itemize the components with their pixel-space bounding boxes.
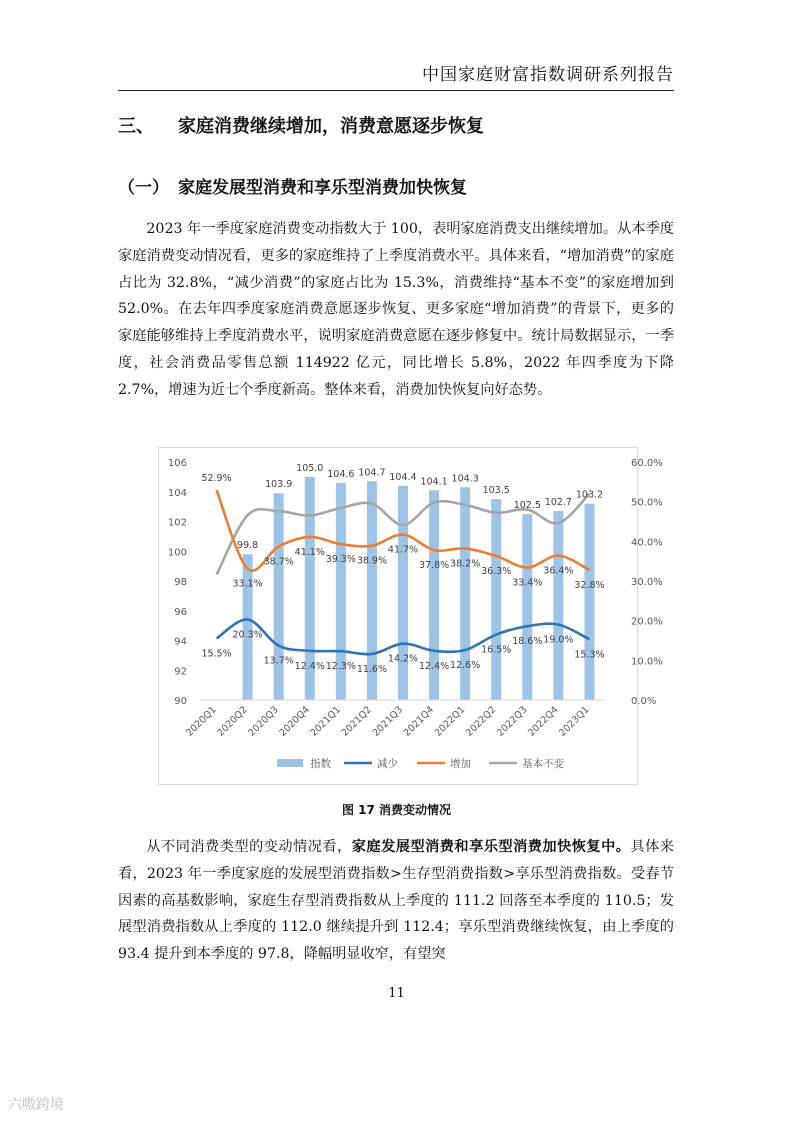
right-axis-tick-label: 30.0%	[631, 577, 663, 588]
paragraph-consumption-types	[118, 834, 674, 968]
increase-data-label: 32.8%	[574, 579, 605, 591]
bar-data-label: 103.9	[265, 479, 293, 491]
bar-data-label: 104.1	[420, 476, 448, 488]
left-axis-tick-label: 106	[167, 458, 187, 469]
decrease-data-label: 15.5%	[201, 648, 232, 660]
bar-data-label: 99.8	[237, 540, 259, 552]
bar-index	[398, 486, 408, 700]
decrease-data-label: 19.0%	[543, 634, 574, 646]
increase-data-label: 41.1%	[294, 546, 325, 558]
category-tick-label: 2022Q1	[432, 704, 468, 739]
subsection-title: 家庭发展型消费和享乐型消费加快恢复	[178, 178, 467, 198]
bar-index	[491, 499, 501, 700]
left-axis-tick-label: 96	[174, 606, 187, 618]
right-axis-tick-label: 20.0%	[631, 616, 663, 628]
paragraph2-rest: 具体来看，2023 年一季度家庭的发展型消费指数>生存型消费指数>享乐型消费指数。受春节因素的高基数影响，家庭生存型消费指数从上季度的 111.2 回落至本季度的 110.5；发展型消费指数从上季度的 112.0 继续提升到 112.4；享乐型消费继续恢复，由上季度的 93.4 提升到本季度的 97.8，降幅明显收窄，有望突	[118, 839, 674, 963]
category-tick-label: 2020Q4	[277, 704, 312, 739]
bar-data-label: 102.7	[544, 497, 572, 509]
report-header	[118, 58, 674, 91]
chart-svg	[159, 448, 663, 784]
legend-swatch-bar	[277, 759, 303, 767]
left-axis-tick-label: 102	[167, 517, 187, 529]
bar-data-label: 103.5	[482, 485, 510, 497]
category-tick-label: 2021Q4	[401, 704, 437, 739]
section-title: 家庭消费继续增加，消费意愿逐步恢复	[178, 116, 484, 137]
category-tick-label: 2021Q2	[339, 704, 375, 739]
right-axis-tick-label: 40.0%	[631, 537, 663, 549]
bar-data-label: 104.4	[389, 471, 417, 483]
increase-data-label: 38.2%	[450, 558, 481, 570]
section-heading	[118, 112, 484, 138]
paragraph-consumption-index: 2023 年一季度家庭消费变动指数大于 100，表明家庭消费支出继续增加。从本季度家庭消费变动情况看，更多的家庭维持了上季度消费水平。具体来看，“增加消费”的家庭占比为 32.8%，“减少消费”的家庭占比为 15.3%，消费维持“基本不变”的家庭增加到 52.0%。在去年四季度家庭消费意愿逐步恢复、更多家庭“增加消费”的背景下，更多的家庭能够维持上季度消费水平，说明家庭消费意愿在逐步修复中。统计局数据显示，一季度，社会消费品零售总额 114922 亿元，同比增长 5.8%，2022 年四季度为下降 2.7%，增速为近七个季度新高。整体来看，消费加快恢复向好态势。	[118, 221, 674, 398]
bar-index	[522, 514, 532, 700]
increase-data-label: 38.7%	[263, 556, 294, 568]
category-tick-label: 2023Q1	[557, 704, 592, 739]
left-axis-tick-label: 92	[174, 666, 187, 678]
decrease-data-label: 12.4%	[294, 660, 325, 672]
left-axis-tick-label: 98	[174, 577, 187, 588]
section-number: 三、	[118, 116, 154, 137]
bar-index	[274, 493, 284, 700]
left-axis-tick-label: 100	[167, 547, 187, 559]
category-tick-label: 2021Q3	[370, 704, 406, 739]
increase-data-label: 38.9%	[356, 555, 388, 567]
decrease-data-label: 20.3%	[232, 629, 263, 641]
report-header-title: 中国家庭财富指数调研系列报告	[422, 65, 674, 85]
legend-label: 基本不变	[522, 758, 564, 770]
decrease-data-label: 15.3%	[574, 649, 605, 661]
decrease-data-label: 13.7%	[263, 655, 294, 667]
category-tick-label: 2020Q2	[215, 704, 250, 739]
paragraph2-lead: 从不同消费类型的变动情况看，	[146, 839, 352, 855]
bar-data-label: 103.2	[575, 489, 604, 501]
decrease-data-label: 18.6%	[512, 636, 543, 648]
category-tick-label: 2022Q2	[463, 704, 499, 739]
subsection-number: （一）	[118, 178, 169, 198]
left-axis-tick-label: 104	[167, 487, 187, 499]
category-tick-label: 2020Q3	[246, 704, 281, 739]
figure-caption: 图 17 消费变动情况	[341, 803, 452, 817]
page-number: 11	[388, 986, 405, 1001]
increase-data-label: 36.4%	[543, 565, 574, 577]
subsection-heading	[118, 173, 467, 198]
bar-index	[584, 504, 594, 700]
bar-data-label: 105.0	[296, 462, 324, 474]
increase-data-label: 33.1%	[232, 578, 263, 590]
category-tick-label: 2022Q3	[494, 704, 530, 739]
bar-index	[243, 554, 253, 700]
decrease-data-label: 16.5%	[481, 644, 512, 656]
decrease-data-label: 11.6%	[356, 663, 388, 675]
right-axis-tick-label: 10.0%	[631, 656, 663, 668]
category-tick-label: 2022Q4	[526, 704, 561, 739]
increase-data-label: 36.3%	[481, 566, 512, 578]
bar-data-label: 104.3	[451, 473, 479, 485]
category-tick-label: 2021Q1	[308, 704, 343, 739]
decrease-data-label: 12.4%	[418, 660, 450, 672]
legend-label: 指数	[310, 758, 331, 770]
legend-label: 增加	[450, 758, 471, 770]
increase-data-label: 37.8%	[418, 560, 450, 572]
decrease-data-label: 14.2%	[387, 653, 419, 665]
decrease-data-label: 12.6%	[450, 660, 481, 672]
category-tick-label: 2020Q1	[184, 704, 219, 739]
bar-index	[553, 511, 563, 700]
increase-data-label: 52.9%	[201, 473, 232, 485]
left-axis-tick-label: 94	[174, 636, 187, 648]
right-axis-tick-label: 0.0%	[631, 696, 657, 707]
increase-data-label: 41.7%	[387, 544, 419, 556]
bar-data-label: 102.5	[513, 500, 541, 512]
increase-data-label: 33.4%	[512, 577, 543, 589]
bar-data-label: 104.6	[327, 468, 355, 480]
right-axis-tick-label: 50.0%	[631, 497, 663, 509]
legend-label: 减少	[377, 758, 398, 770]
bar-data-label: 104.7	[358, 467, 386, 479]
right-axis-tick-label: 60.0%	[631, 458, 663, 469]
consumption-change-chart	[158, 447, 663, 785]
left-axis-tick-label: 90	[174, 696, 187, 707]
decrease-data-label: 12.3%	[325, 661, 356, 673]
paragraph2-bold: 家庭发展型消费和享乐型消费加快恢复中。	[351, 839, 631, 855]
watermark-logo: 六嗷跨境	[8, 1097, 64, 1113]
increase-data-label: 39.3%	[325, 554, 356, 566]
